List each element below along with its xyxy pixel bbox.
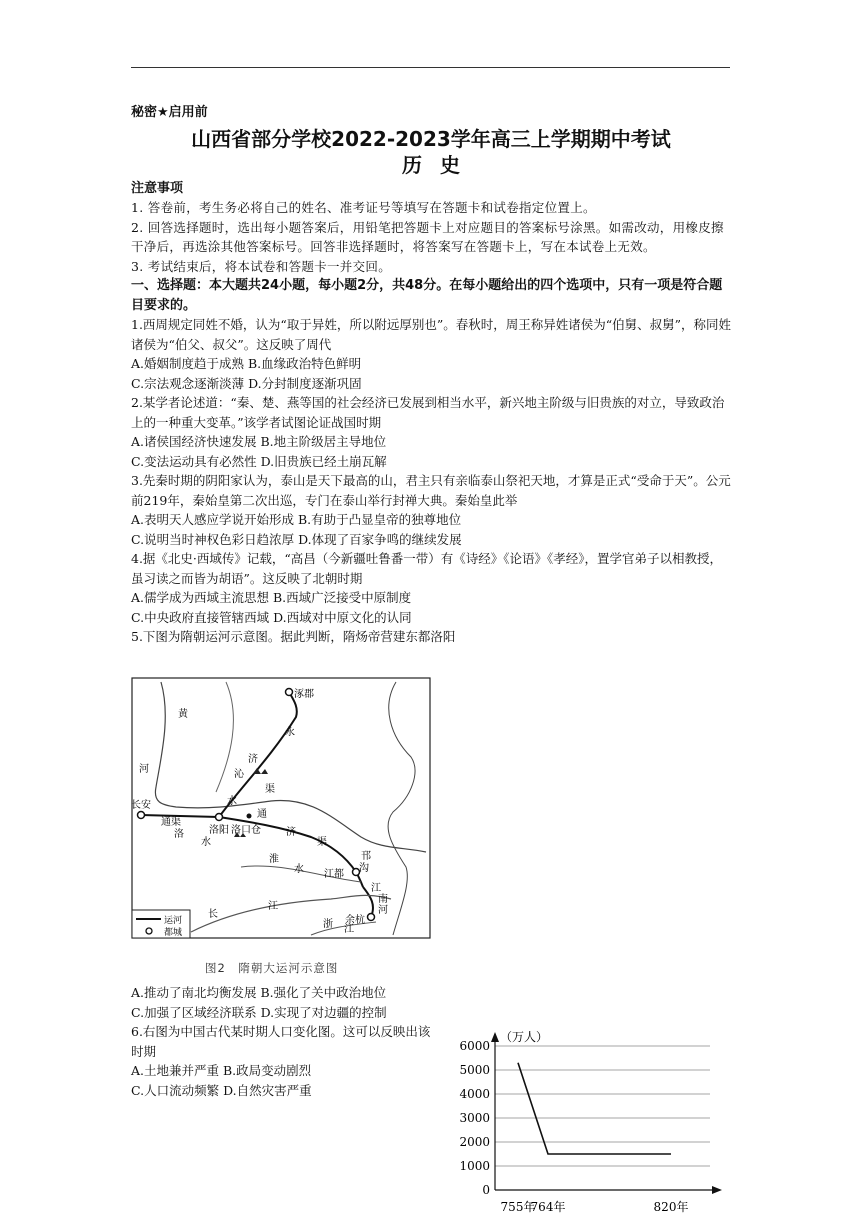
map-label: 江 [344,924,354,935]
map-label: 渠 [317,837,327,848]
question-options: A.诸侯国经济快速发展 B.地主阶级居主导地位 [131,434,387,449]
population-chart [445,1023,735,1216]
question-options: A.推动了南北均衡发展 B.强化了关中政治地位 [131,985,387,1000]
map-label: 沟 [359,863,369,874]
y-tick-label: 3000 [459,1111,490,1125]
map-city: 涿郡 [294,689,314,700]
chart-yticks [459,1039,490,1197]
note-item: 1. 答卷前，考生务必将自己的姓名、准考证号等填写在答题卡和试卷指定位置上。 [131,200,596,215]
map-city: 余杭 [345,915,365,926]
map-label: 通渠 [161,817,181,828]
map-label: 邗 [361,851,371,862]
y-axis-arrow [491,1032,499,1042]
question-stem: 2.某学者论述道：“秦、楚、燕等国的社会经济已发展到相当水平，新兴地主阶级与旧贵族的对立，导致政治上的一种重大变革。”该学者试图论证战国时期 [131,395,725,430]
top-rule [131,67,730,68]
y-tick-label: 1000 [459,1159,490,1173]
map-city: 洛阳 [209,825,229,836]
map-label: 江 [371,883,381,894]
question-options: A.土地兼并严重 B.政局变动剧烈 [131,1063,312,1078]
question-options: C.宗法观念逐渐淡薄 D.分封制度逐渐巩固 [131,375,362,391]
note-item: 3. 考试结束后，将本试卷和答题卡一并交回。 [131,258,392,274]
y-tick-label: 2000 [459,1135,490,1149]
x-tick-label: 755年 [500,1200,536,1214]
map-label: 洛 [174,829,184,840]
question-options: C.说明当时神权色彩日趋浓厚 D.体现了百家争鸣的继续发展 [131,531,462,547]
y-tick-label: 5000 [459,1063,490,1077]
map-label: 南 [378,894,388,905]
question-stem: 6.右图为中国古代某时期人口变化图。这可以反映出该时期 [131,1024,431,1059]
map-label: 长 [208,909,218,920]
map-city: 江都 [324,869,344,880]
question-options: A.儒学成为西域主流思想 B.西域广泛接受中原制度 [131,590,412,605]
x-axis-arrow [712,1186,722,1194]
question-options: C.变法运动具有必然性 D.旧贵族已经土崩瓦解 [131,453,387,469]
map-label: 浙 [323,919,333,930]
map-city: 长安 [131,800,151,811]
map-label: 济 [248,754,258,765]
map-label: 水 [227,796,237,807]
section-heading: 一、选择题：本大题共24小题，每小题2分，共48分。在每小题给出的四个选项中，只有一项是符合题目要求的。 [131,278,723,313]
question-options: C.加强了区域经济联系 D.实现了对边疆的控制 [131,1004,387,1020]
question-stem: 1.西周规定同姓不婚，认为“取于异姓，所以附远厚别也”。春秋时，周王称异姓诸侯为“伯舅、叔舅”，称同姓诸侯为“伯父、叔父”。这反映了周代 [131,317,731,352]
map-label: 河 [139,764,149,775]
legend-canal: 运河 [164,916,183,926]
question-options: A.表明天人感应学说开始形成 B.有助于凸显皇帝的独尊地位 [131,512,462,527]
chart-axes [491,1032,722,1194]
map-label: 济 [286,827,296,838]
canal-map [131,677,431,939]
legend-capital: 都城 [164,928,183,938]
y-tick-label: 4000 [459,1087,490,1101]
population-line [518,1063,671,1154]
question-options: C.人口流动频繁 D.自然灾害严重 [131,1082,312,1098]
map-label: 水 [294,864,304,875]
y-tick-label: 0 [482,1183,490,1197]
map-label: 渠 [265,784,275,795]
chart-xticks [501,1199,689,1214]
map-label: 水 [201,837,211,848]
map-label: 通 [257,809,267,820]
y-tick-label: 6000 [459,1039,490,1053]
question-stem: 5.下图为隋朝运河示意图。据此判断，隋炀帝营建东都洛阳 [131,629,456,644]
exam-title: 山西省部分学校2022-2023学年高三上学期期中考试 [191,127,671,151]
note-item: 2. 回答选择题时，选出每小题答案后，用铅笔把答题卡上对应题目的答案标号涂黑。如需改动，用橡皮擦干净后，再选涂其他答案标号。回答非选择题时，将答案写在答题卡上，写在本试卷上无效。 [131,219,724,254]
x-tick-label: 764年 [530,1200,566,1214]
notes-title: 注意事项 [131,181,184,196]
question-options: A.婚姻制度趋于成熟 B.血缘政治特色鲜明 [131,356,362,371]
chart-ylabel: （万人） [500,1030,549,1044]
map-caption: 图2 隋朝大运河示意图 [205,961,339,975]
secret-label: 秘密★启用前 [131,105,208,120]
question-options: C.中央政府直接管辖西域 D.西域对中原文化的认同 [131,609,412,625]
map-label: 沁 [234,769,244,780]
map-label: 江 [268,901,278,912]
map-city: 洛口仓 [231,825,261,836]
exam-subject: 历史 [402,153,478,177]
x-tick-label: 820年 [653,1200,689,1214]
map-label: 黄 [178,709,188,720]
question-stem: 4.据《北史·西域传》记载，“高昌（今新疆吐鲁番一带）有《诗经》《论语》《孝经》，置学官弟子以相教授，虽习读之而皆为胡语”。这反映了北朝时期 [131,551,723,586]
exam-page [131,104,731,647]
map-label: 淮 [269,854,279,865]
question-5-6-block [131,983,461,1100]
map-label: 永 [285,727,295,738]
question-stem: 3.先秦时期的阴阳家认为，泰山是天下最高的山，君主只有亲临泰山祭祀天地，才算是正式“受命于天”。公元前219年，秦始皇第二次出巡，专门在泰山举行封禅大典。秦始皇此举 [131,473,731,508]
map-label: 河 [378,905,388,916]
chart-grid [495,1046,710,1166]
